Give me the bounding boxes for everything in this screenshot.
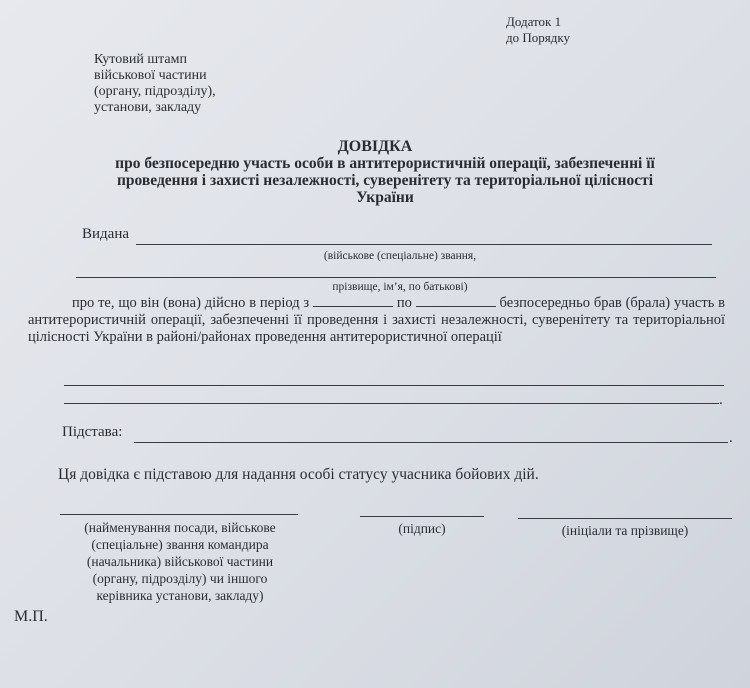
position-caption-line1: (найменування посади, військове	[84, 520, 276, 535]
participation-part1: про те, що він (вона) дійсно в період з	[72, 295, 310, 311]
participation-paragraph	[28, 294, 725, 346]
issued-name-line[interactable]	[76, 277, 716, 278]
stamp-line2: військової частини	[94, 68, 207, 83]
area-period: .	[719, 392, 723, 408]
area-line-2[interactable]	[64, 403, 719, 404]
seal-label: М.П.	[14, 608, 48, 625]
basis-line[interactable]	[134, 442, 728, 443]
document-title: ДОВІДКА	[337, 138, 413, 155]
basis-period: .	[729, 430, 733, 446]
name-signature-caption: (ініціали та прізвище)	[561, 523, 689, 538]
participation-part4: (брала) участь в антитерористичній операції, забезпеченні її проведення і захисті незалежності, суверенітету та територіальної цілісності України в районі/районах проведення антитерористичної операції	[28, 295, 726, 345]
appendix-note	[506, 14, 570, 46]
position-caption-line4: (органу, підрозділу) чи іншого	[92, 571, 268, 586]
position-caption-line3: (начальника) військової частини	[86, 554, 274, 569]
stamp-line4: установи, закладу	[94, 100, 202, 115]
basis-label: Підстава:	[62, 424, 123, 440]
subtitle-line1: про безпосередню участь особи в антитерористичній операції, забезпеченні її	[115, 155, 655, 172]
name-signature-line[interactable]	[518, 518, 732, 519]
position-caption	[56, 519, 304, 604]
issued-label: Видана	[82, 226, 130, 242]
stamp-line3: (органу, підрозділу),	[94, 84, 216, 99]
position-caption-line5: керівника установи, закладу)	[96, 588, 264, 603]
position-line[interactable]	[60, 514, 298, 515]
document-subtitle	[60, 155, 710, 206]
corner-stamp	[94, 52, 216, 116]
period-to-field[interactable]	[416, 294, 496, 307]
name-caption: прізвище, ім’я, по батькові)	[332, 281, 468, 293]
subtitle-line2: проведення і захисті незалежності, суверенітету та територіальної цілісності	[116, 172, 654, 189]
position-caption-line2: (спеціальне) звання командира	[91, 537, 269, 552]
signature-caption: (підпис)	[398, 521, 446, 536]
participation-part3: безпосередньо брав	[499, 295, 622, 311]
rank-caption: (військове (спеціальне) звання,	[323, 250, 477, 262]
signature-line[interactable]	[360, 516, 484, 517]
period-from-field[interactable]	[313, 294, 393, 307]
issued-rank-line[interactable]	[136, 244, 712, 245]
participation-part2: по	[396, 295, 412, 311]
area-line-1[interactable]	[64, 385, 724, 386]
status-statement: Ця довідка є підставою для надання особі статусу учасника бойових дій.	[58, 466, 539, 483]
subtitle-line3: України	[356, 189, 414, 206]
stamp-line1: Кутовий штамп	[94, 52, 187, 67]
appendix-line2: до Порядку	[506, 30, 570, 45]
appendix-line1: Додаток 1	[506, 14, 562, 29]
